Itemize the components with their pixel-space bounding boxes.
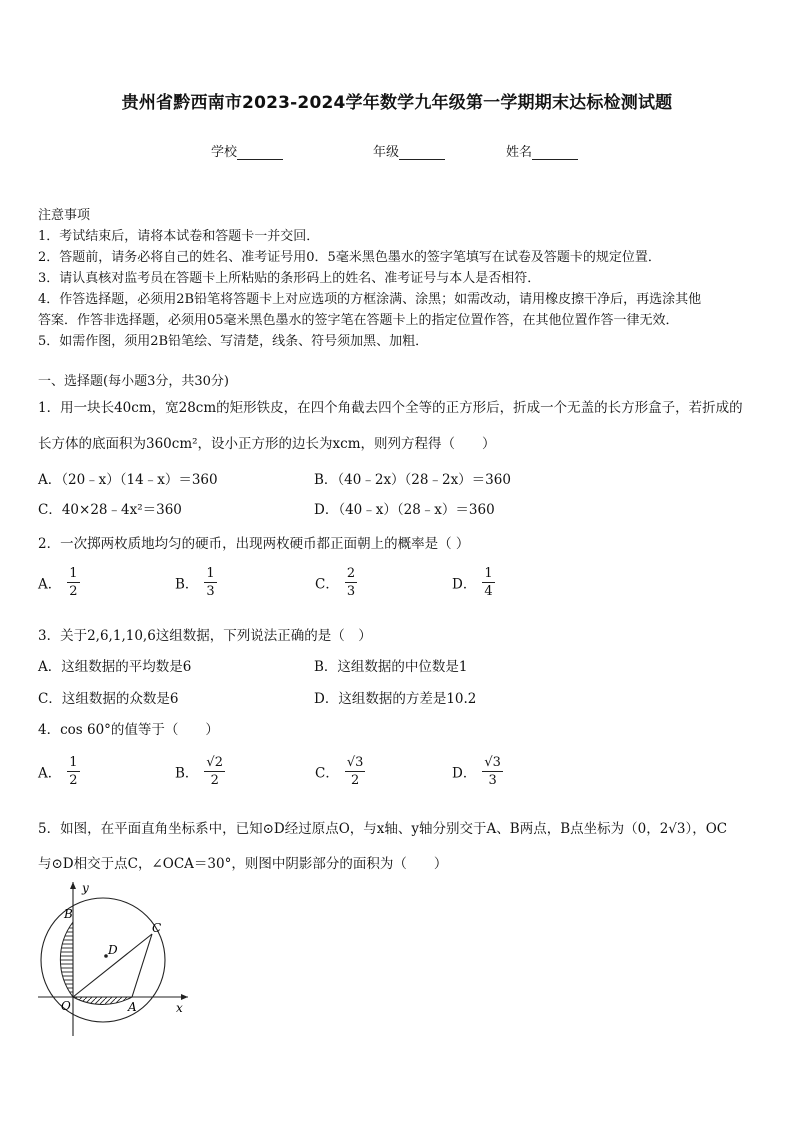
option-label: D． [452, 576, 477, 593]
q4-stem: 4．cos 60°的值等于（ ） [38, 722, 219, 738]
q1-option-a: A．（20﹣x）（14﹣x）＝360 [38, 472, 218, 488]
notice-item: 3．请认真核对监考员在答题卡上所粘贴的条形码上的姓名、准考证号与本人是否相符． [38, 271, 541, 286]
x-axis-arrow-icon [181, 994, 188, 1000]
label-b: B [64, 907, 73, 921]
page-title: 贵州省黔西南市2023-2024学年数学九年级第一学期期末达标检测试题 [121, 93, 673, 113]
q2-option-c [315, 565, 357, 600]
numerator: 1 [206, 566, 215, 581]
fraction [204, 754, 225, 789]
q3-option-d: D．这组数据的方差是10.2 [314, 691, 477, 707]
grade-field [373, 141, 445, 160]
denominator: 2 [69, 584, 78, 599]
q2-stem: 2．一次掷两枚质地均匀的硬币，出现两枚硬币都正面朝上的概率是（ ） [38, 536, 470, 552]
q1-stem-line1: 1．用一块长40cm，宽28cm的矩形铁皮，在四个角截去四个全等的正方形后，折成一个无盖的长方形盒子，若折成的 [38, 400, 743, 416]
name-label: 姓名 [506, 145, 533, 160]
section-heading: 一、选择题(每小题3分，共30分) [38, 374, 229, 389]
option-label: C． [315, 765, 339, 782]
grade-blank [399, 145, 445, 160]
y-axis-arrow-icon [70, 882, 76, 889]
label-c: C [152, 921, 162, 935]
label-d: D [108, 943, 118, 957]
q4-option-b [175, 754, 225, 789]
notice-item: 答案．作答非选择题，必须用05毫米黑色墨水的签字笔在答题卡上的指定位置作答，在其他位置作答一律无效． [38, 313, 679, 328]
q4-option-d [452, 754, 503, 789]
option-label: C． [315, 576, 339, 593]
q1-option-b: B．（40﹣2x）（28﹣2x）＝360 [314, 472, 511, 488]
school-label: 学校 [211, 145, 238, 160]
label-a: A [128, 1000, 137, 1014]
denominator: 2 [210, 773, 219, 788]
q1-option-c: C．40×28﹣4x²＝360 [38, 502, 182, 518]
denominator: 2 [350, 773, 360, 788]
q3-option-c: C．这组数据的众数是6 [38, 691, 179, 707]
fraction [204, 565, 216, 600]
denominator: 3 [346, 584, 356, 599]
q2-option-b [175, 565, 217, 600]
numerator: 1 [69, 566, 78, 581]
shaded-segment-left [60, 922, 73, 997]
numerator: 2 [346, 566, 356, 581]
option-label: A． [38, 576, 62, 593]
numerator: √3 [346, 755, 364, 770]
q5-stem-line2: 与⊙D相交于点C，∠OCA＝30°，则图中阴影部分的面积为（ ） [38, 856, 448, 872]
name-field [506, 141, 578, 160]
option-label: D． [452, 765, 477, 782]
option-label: B． [175, 576, 199, 593]
fraction [345, 565, 357, 600]
grade-label: 年级 [373, 145, 400, 160]
fraction [482, 754, 503, 789]
numerator: √2 [206, 755, 223, 770]
fraction [67, 754, 79, 789]
q2-option-d [452, 565, 495, 600]
notice-heading: 注意事项 [38, 208, 91, 223]
fraction [67, 565, 79, 600]
q2-option-a [38, 565, 80, 600]
label-y: y [82, 881, 89, 895]
denominator: 4 [484, 584, 493, 599]
fraction [345, 754, 366, 789]
q3-stem: 3．关于2,6,1,10,6这组数据，下列说法正确的是（ ） [38, 628, 372, 644]
q1-option-d: D．（40﹣x）（28﹣x）＝360 [314, 502, 495, 518]
fraction [482, 565, 494, 600]
numerator: √3 [484, 755, 501, 770]
q5-stem-line1: 5．如图，在平面直角坐标系中，已知⊙D经过原点O，与x轴、y轴分别交于A、B两点，B点坐标为（0，2√3），OC [38, 821, 728, 837]
option-label: B． [175, 765, 199, 782]
numerator: 1 [69, 755, 78, 770]
shaded-segment-bottom [73, 997, 132, 1004]
q1-stem-line2: 长方体的底面积为360cm²，设小正方形的边长为xcm，则列方程得（ ） [38, 436, 496, 452]
q3-option-a: A．这组数据的平均数是6 [38, 659, 192, 675]
circle-figure [30, 874, 200, 1044]
label-o: O [61, 999, 71, 1013]
q4-option-c [315, 754, 365, 789]
q3-option-b: B．这组数据的中位数是1 [314, 659, 468, 675]
school-blank [237, 145, 283, 160]
q4-option-a [38, 754, 80, 789]
notice-item: 5．如需作图，须用2B铅笔绘、写清楚，线条、符号须加黑、加粗． [38, 334, 429, 349]
school-field [211, 141, 283, 160]
option-label: A． [38, 765, 62, 782]
chord-ca [132, 934, 152, 997]
denominator: 3 [488, 773, 497, 788]
name-blank [532, 145, 578, 160]
notice-item: 4．作答选择题，必须用2B铅笔将答题卡上对应选项的方框涂满、涂黑；如需改动，请用橡皮擦干净后，再选涂其他 [38, 292, 702, 307]
denominator: 2 [69, 773, 78, 788]
label-x: x [176, 1001, 183, 1015]
notice-item: 1．考试结束后，请将本试卷和答题卡一并交回． [38, 229, 320, 244]
numerator: 1 [484, 566, 493, 581]
denominator: 3 [206, 584, 215, 599]
notice-item: 2．答题前，请务必将自己的姓名、准考证号用0．5毫米黑色墨水的签字笔填写在试卷及答题卡的规定位置． [38, 250, 661, 265]
